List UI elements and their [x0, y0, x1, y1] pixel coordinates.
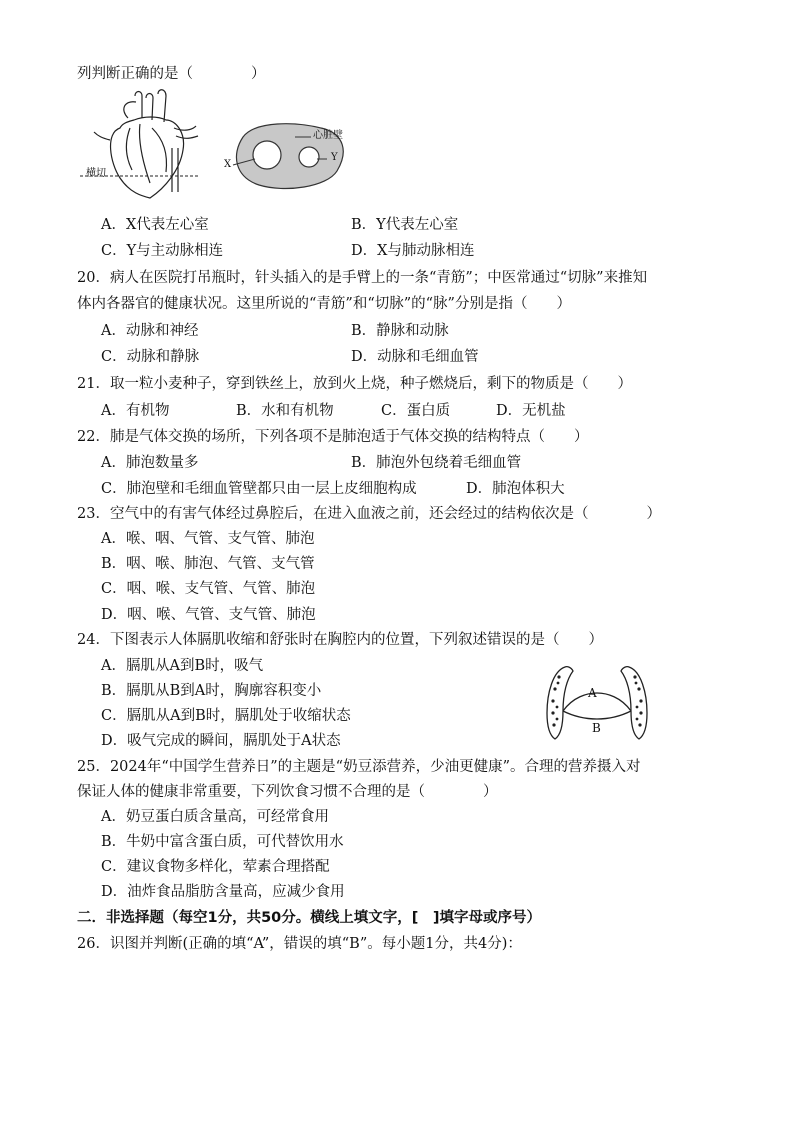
- q21-option-c: C．蛋白质: [381, 403, 451, 419]
- q25-option-d: D．油炸食品脂肪含量高，应减少食用: [101, 884, 345, 900]
- label-xinzangbi: 心脏壁: [313, 130, 343, 141]
- q26-stem: 26．识图并判断(正确的填“A”，错误的填“B”。每小题1分，共4分)：: [77, 936, 522, 952]
- section-heading: 二．非选择题（每空1分，共50分。横线上填文字，[ ]填字母或序号）: [77, 910, 542, 926]
- q25-stem-line1: 25．2024年“中国学生营养日”的主题是“奶豆添营养，少油更健康”。合理的营养摄入对: [77, 759, 641, 775]
- q24-option-a: A．膈肌从A到B时，吸气: [101, 658, 264, 674]
- q24-option-d: D．吸气完成的瞬间，膈肌处于A状态: [101, 733, 341, 749]
- heart-cross-section: [225, 115, 365, 195]
- q19-option-d: D．X与肺动脉相连: [351, 243, 475, 259]
- q24-option-c: C．膈肌从A到B时，膈肌处于收缩状态: [101, 708, 351, 724]
- q25-option-c: C．建议食物多样化，荤素合理搭配: [101, 859, 330, 875]
- label-x: X: [224, 159, 232, 170]
- label-y: Y: [331, 152, 338, 163]
- q22-option-a: A．肺泡数量多: [101, 455, 199, 471]
- q20-option-a: A．动脉和神经: [101, 323, 199, 339]
- q20-option-c: C．动脉和静脉: [101, 349, 200, 365]
- q20-option-b: B．静脉和动脉: [351, 323, 449, 339]
- q21-option-d: D．无机盐: [496, 403, 566, 419]
- q19-option-c: C．Y与主动脉相连: [101, 243, 224, 259]
- label-a: A: [588, 686, 597, 700]
- label-b: B: [592, 721, 601, 735]
- q19-option-b: B．Y代表左心室: [351, 217, 459, 233]
- q23-option-d: D．咽、喉、气管、支气管、肺泡: [101, 607, 316, 623]
- q20-option-d: D．动脉和毛细血管: [351, 349, 479, 365]
- q21-stem: 21．取一粒小麦种子，穿到铁丝上，放到火上烧，种子燃烧后，剩下的物质是（ ）: [77, 376, 632, 392]
- q19-option-a: A．X代表左心室: [101, 217, 209, 233]
- q22-stem: 22．肺是气体交换的场所，下列各项不是肺泡适于气体交换的结构特点（ ）: [77, 429, 589, 445]
- q20-stem-line1: 20．病人在医院打吊瓶时，针头插入的是手臂上的一条“青筋”；中医常通过“切脉”来推知: [77, 270, 648, 286]
- label-hengqie: 横切: [86, 168, 106, 179]
- q21-option-a: A．有机物: [101, 403, 170, 419]
- q23-option-c: C．咽、喉、支气管、气管、肺泡: [101, 581, 316, 597]
- q22-option-c: C．肺泡壁和毛细血管壁都只由一层上皮细胞构成: [101, 481, 417, 497]
- q20-stem-line2: 体内各器官的健康状况。这里所说的“青筋”和“切脉”的“脉”分别是指（ ）: [77, 296, 571, 312]
- q25-stem-line2: 保证人体的健康非常重要，下列饮食习惯不合理的是（ ）: [77, 784, 498, 800]
- q25-option-b: B．牛奶中富含蛋白质，可代替饮用水: [101, 834, 344, 850]
- q22-option-b: B．肺泡外包绕着毛细血管: [351, 455, 522, 471]
- q24-stem: 24．下图表示人体膈肌收缩和舒张时在胸腔内的位置，下列叙述错误的是（ ）: [77, 632, 603, 648]
- q24-option-b: B．膈肌从B到A时，胸廓容积变小: [101, 683, 322, 699]
- question-continuation: 列判断正确的是（ ）: [77, 66, 266, 82]
- q21-option-b: B．水和有机物: [236, 403, 334, 419]
- q23-option-a: A．喉、咽、气管、支气管、肺泡: [101, 531, 315, 547]
- heart-diagram: [80, 88, 200, 200]
- q23-stem: 23．空气中的有害气体经过鼻腔后，在进入血液之前，还会经过的结构依次是（ ）: [77, 506, 661, 522]
- q23-option-b: B．咽、喉、肺泡、气管、支气管: [101, 556, 315, 572]
- q22-option-d: D．肺泡体积大: [466, 481, 565, 497]
- q25-option-a: A．奶豆蛋白质含量高，可经常食用: [101, 809, 329, 825]
